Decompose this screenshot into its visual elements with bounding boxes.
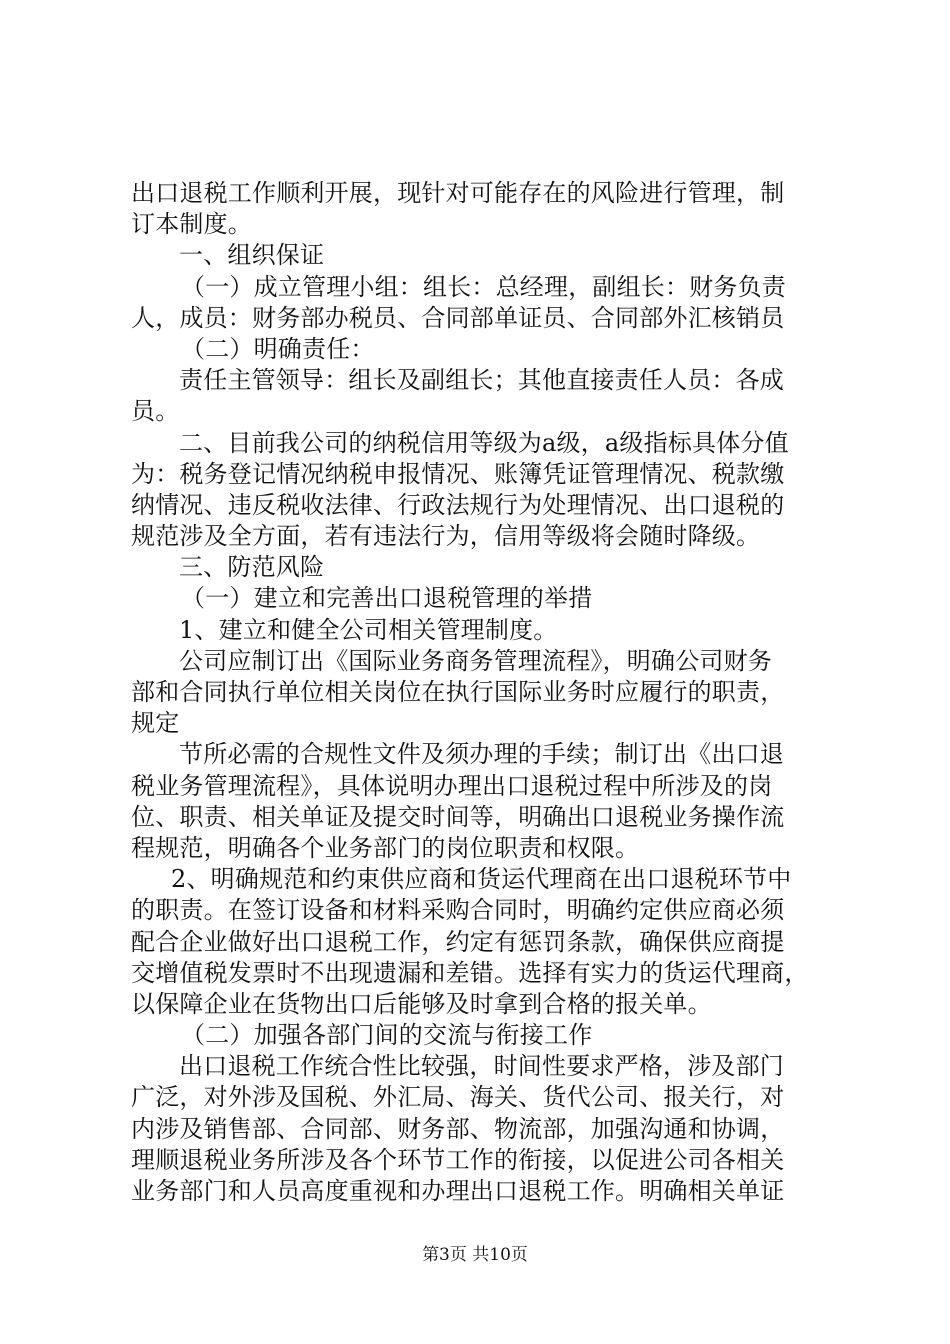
page-footer — [0, 1244, 950, 1266]
text-line: 以保障企业在货物出口后能够及时拿到合格的报关单。 — [131, 989, 712, 1018]
text-line: 广泛，对外涉及国税、外汇局、海关、货代公司、报关行，对 — [131, 1083, 785, 1112]
text-line: 节所必需的合规性文件及须办理的手续；制订出《出口退 — [179, 740, 784, 769]
text-line: 订本制度。 — [131, 210, 252, 239]
text-line: 出口退税工作顺利开展，现针对可能存在的风险进行管理，制 — [131, 179, 785, 207]
text-line: 内涉及销售部、合同部、财务部、物流部，加强沟通和协调， — [131, 1114, 785, 1143]
text-line: 位、职责、相关单证及提交时间等，明确出口退税业务操作流 — [131, 802, 785, 831]
text-line: 规定 — [131, 709, 180, 738]
text-line: （一）建立和完善出口退税管理的举措 — [181, 584, 593, 613]
text-line: 二、目前我公司的纳税信用等级为a级，a级指标具体分值 — [179, 428, 789, 457]
text-line: 程规范，明确各个业务部门的岗位职责和权限。 — [131, 833, 640, 862]
text-line: 税业务管理流程》，具体说明办理出口退税过程中所涉及的岗 — [131, 771, 773, 800]
section-heading: 三、防范风险 — [179, 553, 325, 582]
text-line: 员。 — [131, 397, 180, 426]
text-line: 1、建立和健全公司相关管理制度。 — [179, 615, 558, 644]
text-line: （二）明确责任： — [181, 334, 375, 363]
page-number-label: 第3页 共10页 — [422, 1245, 528, 1265]
document-body — [131, 178, 843, 1207]
text-line: 的职责。在签订设备和材料采购合同时，明确约定供应商必须 — [131, 896, 785, 925]
text-line: 人，成员：财务部办税员、合同部单证员、合同部外汇核销员 — [131, 303, 785, 332]
text-line: 2、明确规范和约束供应商和货运代理商在出口退税环节中 — [171, 865, 792, 894]
text-line: （一）成立管理小组：组长：总经理，副组长：财务负责 — [181, 272, 786, 301]
text-line: 纳情况、违反税收法律、行政法规行为处理情况、出口退税的 — [131, 490, 785, 519]
text-line: 规范涉及全方面，若有违法行为，信用等级将会随时降级。 — [131, 522, 761, 551]
text-line: 部和合同执行单位相关岗位在执行国际业务时应履行的职责， — [131, 678, 785, 706]
text-line: 责任主管领导：组长及副组长；其他直接责任人员：各成 — [179, 366, 784, 395]
text-line: 业务部门和人员高度重视和办理出口退税工作。明确相关单证 — [131, 1177, 785, 1205]
text-line: 配合企业做好出口退税工作，约定有惩罚条款，确保供应商提 — [131, 927, 785, 956]
text-line: 公司应制订出《国际业务商务管理流程》，明确公司财务 — [179, 646, 772, 675]
text-line: 交增值税发票时不出现遗漏和差错。选择有实力的货运代理商， — [131, 958, 809, 987]
text-line: 出口退税工作统合性比较强，时间性要求严格，涉及部门 — [179, 1052, 784, 1081]
text-line: 理顺退税业务所涉及各个环节工作的衔接，以促进公司各相关 — [131, 1145, 785, 1174]
text-line: （二）加强各部门间的交流与衔接工作 — [181, 1021, 593, 1050]
text-line: 为：税务登记情况纳税申报情况、账簿凭证管理情况、税款缴 — [131, 459, 785, 488]
section-heading: 一、组织保证 — [179, 241, 325, 270]
